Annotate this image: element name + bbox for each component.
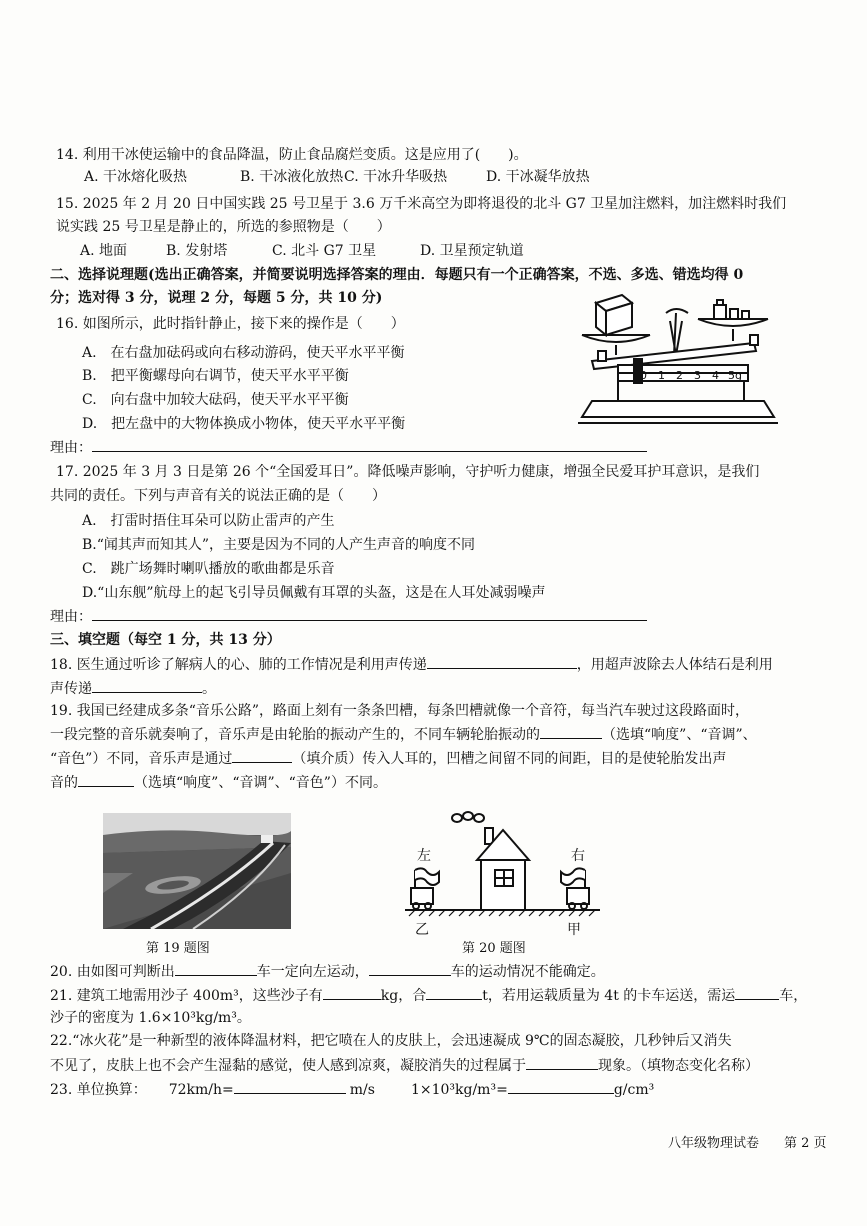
q23-line xyxy=(50,1079,654,1100)
q21-text2: kg，合 xyxy=(380,988,427,1004)
q16-reason xyxy=(50,437,647,458)
footer-exam-title: 八年级物理试卷 xyxy=(668,1136,760,1151)
q21-line2: 沙子的密度为 1.6×10³kg/m³。 xyxy=(50,1010,251,1026)
q16-stem: 16. 如图所示，此时指针静止，接下来的操作是（ ） xyxy=(56,316,405,332)
q19-text2a: 一段完整的音乐就奏响了，音乐声是由轮胎的振动产生的，不同车辆轮胎振动的 xyxy=(50,727,540,743)
q19-line2 xyxy=(50,724,757,745)
q22-line2 xyxy=(50,1055,759,1076)
label-right: 右 xyxy=(571,848,585,864)
music-road-photo xyxy=(103,813,291,929)
q15-option-d: D. 卫星预定轨道 xyxy=(420,243,524,259)
label-left: 左 xyxy=(417,848,431,864)
q19-line1: 19. 我国已经建成多条“音乐公路”，路面上刻有一条条凹槽，每条凹槽就像一个音符，每当汽车驶过这段路面时， xyxy=(50,703,750,719)
scale-tick-0: 0 xyxy=(640,369,647,382)
q20-blank1[interactable] xyxy=(175,961,257,976)
q14-option-b: B. 干冰液化放热 xyxy=(240,169,344,185)
q20-line xyxy=(50,961,605,982)
q15-option-c: C. 北斗 G7 卫星 xyxy=(272,243,377,259)
house-flags-figure xyxy=(405,808,600,938)
q22-blank[interactable] xyxy=(526,1055,598,1070)
q15-stem-line2: 说实践 25 号卫星是静止的，所选的参照物是（ ） xyxy=(56,219,391,235)
q17-reason-label: 理由： xyxy=(50,609,92,625)
balance-scale-figure xyxy=(578,291,778,425)
q21-text3: t，若用运载质量为 4t 的卡车运送，需运 xyxy=(482,988,736,1004)
label-jia: 甲 xyxy=(567,922,581,938)
q18-blank2[interactable] xyxy=(92,678,202,693)
q18-text2: ，用超声波除去人体结石是利用 xyxy=(576,657,773,673)
q23-blank2[interactable] xyxy=(508,1079,614,1094)
fig19-caption: 第 19 题图 xyxy=(146,941,210,956)
q21-text4: 车， xyxy=(779,988,808,1004)
q20-blank2[interactable] xyxy=(369,961,451,976)
q19-text2b: （选填“响度”、“音调”、 xyxy=(602,727,757,743)
q16-option-d: D. 把左盘中的大物体换成小物体，使天平水平平衡 xyxy=(82,416,406,432)
q16-reason-label: 理由： xyxy=(50,440,92,456)
scale-tick-5g: 5g xyxy=(728,369,742,382)
q19-blank3[interactable] xyxy=(78,772,134,787)
q21-blank2[interactable] xyxy=(426,985,482,1000)
scale-tick-3: 3 xyxy=(694,369,701,382)
q18-text4: 。 xyxy=(202,681,216,697)
q17-stem-line2: 共同的责任。下列与声音有关的说法正确的是（ ） xyxy=(50,488,386,504)
q19-line4 xyxy=(50,772,387,793)
q15-option-b: B. 发射塔 xyxy=(166,243,228,259)
q16-option-b: B. 把平衡螺母向右调节，使天平水平平衡 xyxy=(82,368,349,384)
q19-blank1[interactable] xyxy=(540,724,602,739)
footer-page-number: 第 2 页 xyxy=(784,1136,827,1151)
q14-option-c: C. 干冰升华吸热 xyxy=(344,169,448,185)
q17-option-d: D.“山东舰”航母上的起飞引导员佩戴有耳罩的头盔，这是在人耳处减弱噪声 xyxy=(82,585,546,601)
q19-text4b: （选填“响度”、“音调”、“音色”）不同。 xyxy=(134,775,387,791)
scale-tick-2: 2 xyxy=(676,369,683,382)
scale-tick-1: 1 xyxy=(658,369,665,382)
q22-line1: 22.“冰火花”是一种新型的液体降温材料，把它喷在人的皮肤上，会迅速凝成 9℃的固态凝胶，几秒钟后又消失 xyxy=(50,1033,732,1049)
q14-option-a: A. 干冰熔化吸热 xyxy=(84,169,188,185)
q21-text1: 21. 建筑工地需用沙子 400m³，这些沙子有 xyxy=(50,988,323,1004)
q19-text3a: “音色”）不同，音乐声是通过 xyxy=(50,751,233,767)
q21-line1 xyxy=(50,985,807,1006)
q18-line2 xyxy=(50,678,216,699)
q16-reason-blank[interactable] xyxy=(92,437,647,452)
q18-blank1[interactable] xyxy=(427,654,577,669)
section3-title: 三、填空题（每空 1 分，共 13 分） xyxy=(50,632,281,648)
q23-text1: 23. 单位换算： xyxy=(50,1082,147,1098)
q21-blank1[interactable] xyxy=(323,985,381,1000)
q23-text5: g/cm³ xyxy=(613,1082,655,1098)
q17-reason-blank[interactable] xyxy=(92,606,647,621)
q19-line3 xyxy=(50,748,726,769)
q22-text2b: 现象。（填物态变化名称） xyxy=(598,1058,759,1074)
q19-blank2[interactable] xyxy=(232,748,292,763)
q15-stem-line1: 15. 2025 年 2 月 20 日中国实践 25 号卫星于 3.6 万千米高空为即将退役的北斗 G7 卫星加注燃料，加注燃料时我们 xyxy=(56,196,787,212)
q16-option-c: C. 向右盘中加较大砝码，使天平水平平衡 xyxy=(82,392,349,408)
q23-blank1[interactable] xyxy=(234,1079,346,1094)
q17-stem-line1: 17. 2025 年 3 月 3 日是第 26 个“全国爱耳日”。降低噪声影响，守护听力健康，增强全民爱耳护耳意识，是我们 xyxy=(56,464,760,480)
q18-line1 xyxy=(50,654,773,675)
q17-reason xyxy=(50,606,647,627)
q14-stem: 14. 利用干冰使运输中的食品降温，防止食品腐烂变质。这是应用了( )。 xyxy=(56,147,528,163)
q23-text4: 1×10³kg/m³= xyxy=(410,1082,508,1098)
q16-option-a: A. 在右盘加砝码或向右移动游码，使天平水平平衡 xyxy=(82,345,405,361)
q19-text4a: 音的 xyxy=(50,775,78,791)
q14-option-d: D. 干冰凝华放热 xyxy=(486,169,590,185)
q20-text1: 20. 由如图可判断出 xyxy=(50,964,175,980)
q22-text2a: 不见了，皮肤上也不会产生湿黏的感觉，使人感到凉爽，凝胶消失的过程属于 xyxy=(50,1058,526,1074)
q18-text3: 声传递 xyxy=(50,681,92,697)
q23-text2: 72km/h= xyxy=(168,1082,234,1098)
q19-text3b: （填介质）传入人耳的，凹槽之间留不同的间距，目的是使轮胎发出声 xyxy=(292,751,727,767)
fig20-caption: 第 20 题图 xyxy=(462,941,526,956)
q23-text3: m/s xyxy=(349,1082,375,1098)
q17-option-c: C. 跳广场舞时喇叭播放的歌曲都是乐音 xyxy=(82,561,335,577)
q18-text1: 18. 医生通过听诊了解病人的心、肺的工作情况是利用声传递 xyxy=(50,657,427,673)
q20-text3: 车的运动情况不能确定。 xyxy=(450,964,605,980)
q17-option-a: A. 打雷时捂住耳朵可以防止雷声的产生 xyxy=(82,513,335,529)
q15-option-a: A. 地面 xyxy=(80,243,128,259)
q17-option-b: B.“闻其声而知其人”，主要是因为不同的人产生声音的响度不同 xyxy=(82,537,476,553)
scale-tick-4: 4 xyxy=(712,369,719,382)
q21-blank3[interactable] xyxy=(735,985,779,1000)
section2-title-line1: 二、选择说理题(选出正确答案，并简要说明选择答案的理由．每题只有一个正确答案，不选、多选、错选均得 0 xyxy=(50,267,744,283)
label-yi: 乙 xyxy=(415,922,429,938)
section2-title-line2: 分；选对得 3 分，说理 2 分，每题 5 分，共 10 分) xyxy=(50,290,383,306)
q20-text2: 车一定向左运动， xyxy=(256,964,369,980)
